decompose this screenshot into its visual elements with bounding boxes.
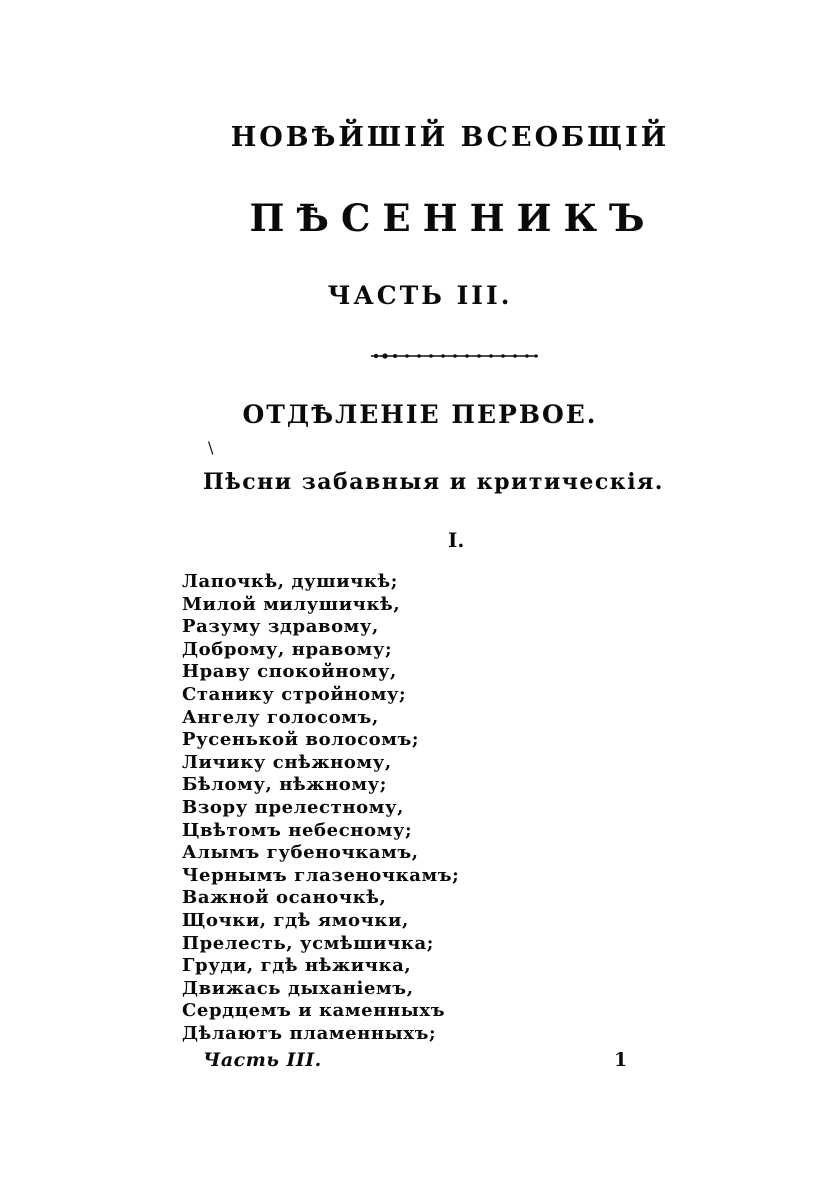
section-subtitle: Пѣсни забавныя и критическія.: [203, 469, 664, 495]
poem-line: Алымъ губеночкамъ,: [182, 842, 419, 864]
signature-mark: 1: [614, 1049, 628, 1071]
poem-line: Доброму, нравому;: [182, 638, 393, 660]
poem-line: Бѣлому, нѣжному;: [182, 774, 388, 796]
poem-line: Милой милушичкѣ,: [182, 593, 401, 615]
poem-line: Сердцемъ и каменныхъ: [182, 1000, 446, 1022]
poem-line: Разуму здравому,: [182, 616, 379, 638]
poem-line: Дѣлаютъ пламенныхъ;: [182, 1022, 437, 1044]
song-number: I.: [448, 528, 465, 552]
poem-line: Цвѣтомъ небесному;: [182, 819, 413, 841]
poem-line: Лапочкѣ, душичкѣ;: [182, 571, 399, 592]
poem-line: Щочки, гдѣ ямочки,: [182, 909, 409, 931]
poem-line: Взору прелестному,: [182, 796, 404, 818]
poem-line: Важной осаночкѣ,: [182, 887, 387, 909]
section-heading: ОТДѢЛЕНІЕ ПЕРВОЕ.: [242, 400, 598, 429]
part-heading: ЧАСТЬ III.: [327, 281, 513, 310]
book-title-line-1: НОВѢЙШІЙ ВСЕОБЩІЙ: [230, 122, 670, 153]
poem-line: Ангелу голосомъ,: [182, 706, 379, 728]
poem-line: Груди, гдѣ нѣжичка,: [182, 955, 412, 977]
poem-verse: [182, 571, 459, 1045]
poem-line: Движась дыханіемъ,: [182, 977, 414, 999]
poem-line: Станику стройному;: [182, 683, 407, 705]
poem-line: Чернымъ глазеночкамъ;: [182, 864, 460, 886]
margin-mark: \: [208, 438, 214, 457]
poem-line: Личику снѣжному,: [182, 751, 392, 773]
ornamental-divider: [371, 352, 538, 360]
footer-part-label: Часть III.: [203, 1049, 322, 1071]
poem-line: Нраву спокойному,: [182, 661, 397, 683]
book-title-line-2: ПѢСЕННИКЪ: [249, 196, 657, 240]
poem-line: Прелесть, усмѣшичка;: [182, 932, 434, 954]
poem-line: Русенькой волосомъ;: [182, 729, 420, 751]
